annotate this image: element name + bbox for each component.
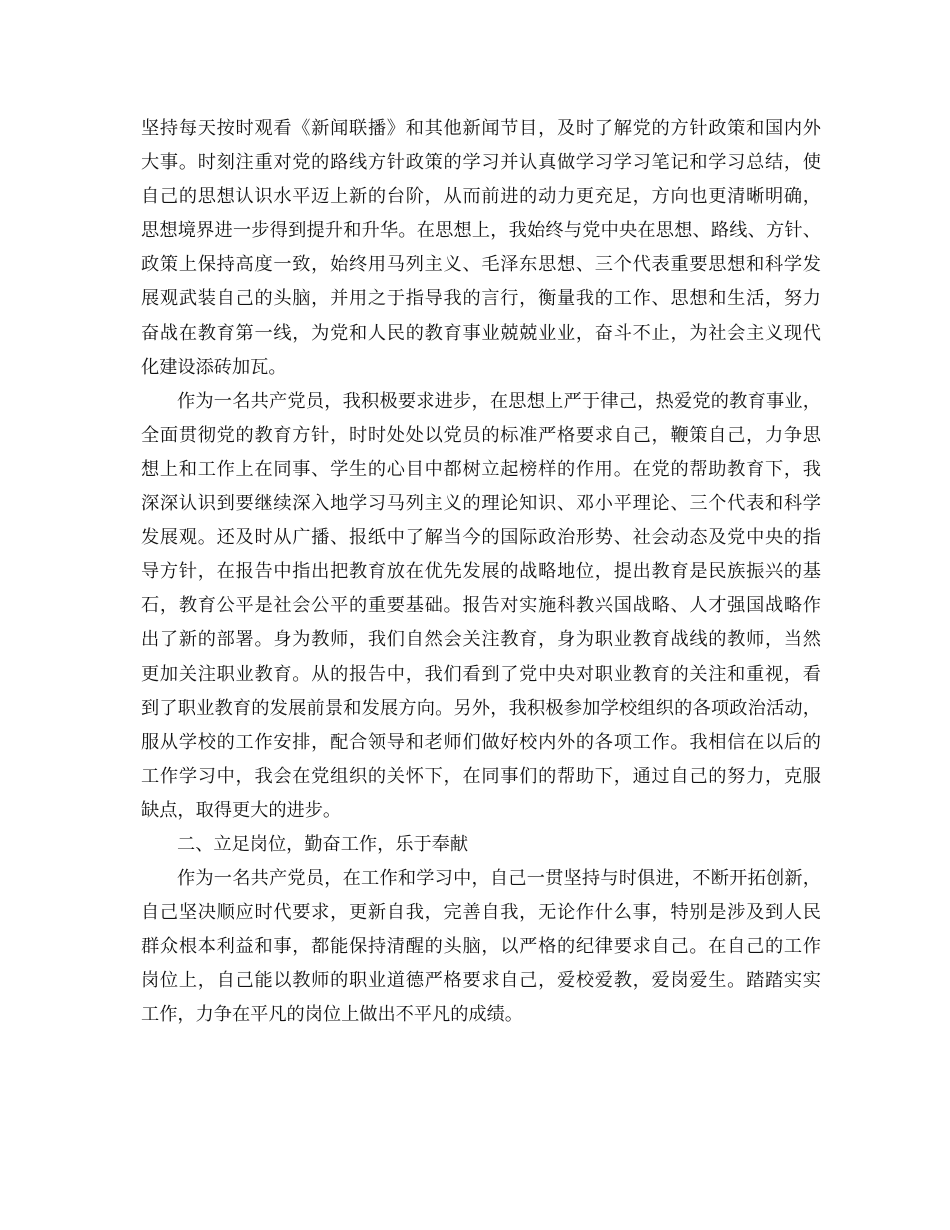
text-line: 石，教育公平是社会公平的重要基础。报告对实施科教兴国战略、人才强国战略作: [141, 595, 821, 617]
text-line: 化建设添砖加瓦。: [141, 356, 287, 378]
text-line: 发展观。还及时从广播、报纸中了解当今的国际政治形势、社会动态及党中央的指: [141, 527, 821, 549]
text-line: 导方针，在报告中指出把教育放在优先发展的战略地位，提出教育是民族振兴的基: [141, 561, 821, 583]
text-line: 大事。时刻注重对党的路线方针政策的学习并认真做学习学习笔记和学习总结，使: [141, 152, 821, 174]
text-line: 坚持每天按时观看《新闻联播》和其他新闻节目，及时了解党的方针政策和国内外: [141, 118, 821, 139]
text-line: 服从学校的工作安排，配合领导和老师们做好校内外的各项工作。我相信在以后的: [141, 731, 821, 753]
text-line: 想上和工作上在同事、学生的心目中都树立起榜样的作用。在党的帮助教育下，我: [141, 458, 821, 480]
text-line: 政策上保持高度一致，始终用马列主义、毛泽东思想、三个代表重要思想和科学发: [141, 254, 821, 276]
text-line: 群众根本利益和事，都能保持清醒的头脑，以严格的纪律要求自己。在自己的工作: [141, 936, 821, 958]
text-line: 到了职业教育的发展前景和发展方向。另外，我积极参加学校组织的各项政治活动，: [141, 697, 821, 719]
text-line: 岗位上，自己能以教师的职业道德严格要求自己，爱校爱教，爱岗爱生。踏踏实实: [141, 970, 821, 992]
text-line: 展观武装自己的头脑，并用之于指导我的言行，衡量我的工作、思想和生活，努力: [141, 288, 821, 310]
text-line: 更加关注职业教育。从的报告中，我们看到了党中央对职业教育的关注和重视，看: [141, 663, 821, 685]
text-line: 深深认识到要继续深入地学习马列主义的理论知识、邓小平理论、三个代表和科学: [141, 493, 821, 515]
text-line: 缺点，取得更大的进步。: [141, 799, 342, 821]
text-line: 工作学习中，我会在党组织的关怀下，在同事们的帮助下，通过自己的努力，克服: [141, 765, 821, 787]
section-heading: 二、立足岗位，勤奋工作，乐于奉献: [177, 833, 469, 855]
document-body: [141, 112, 821, 1033]
paragraph-first-line: 作为一名共产党员，我积极要求进步，在思想上严于律己，热爱党的教育事业，: [177, 390, 821, 412]
text-line: 自己的思想认识水平迈上新的台阶，从而前进的动力更充足，方向也更清晰明确，: [141, 186, 821, 208]
paragraph-first-line: 作为一名共产党员，在工作和学习中，自己一贯坚持与时俱进，不断开拓创新，: [177, 868, 821, 890]
text-line: 自己坚决顺应时代要求，更新自我，完善自我，无论作什么事，特别是涉及到人民: [141, 902, 821, 924]
text-line: 思想境界进一步得到提升和升华。在思想上，我始终与党中央在思想、路线、方针、: [141, 220, 821, 242]
text-line: 出了新的部署。身为教师，我们自然会关注教育，身为职业教育战线的教师，当然: [141, 629, 821, 651]
text-line: 工作，力争在平凡的岗位上做出不平凡的成绩。: [141, 1004, 523, 1026]
text-line: 奋战在教育第一线，为党和人民的教育事业兢兢业业，奋斗不止，为社会主义现代: [141, 322, 821, 344]
text-line: 全面贯彻党的教育方针，时时处处以党员的标准严格要求自己，鞭策自己，力争思: [141, 424, 821, 446]
